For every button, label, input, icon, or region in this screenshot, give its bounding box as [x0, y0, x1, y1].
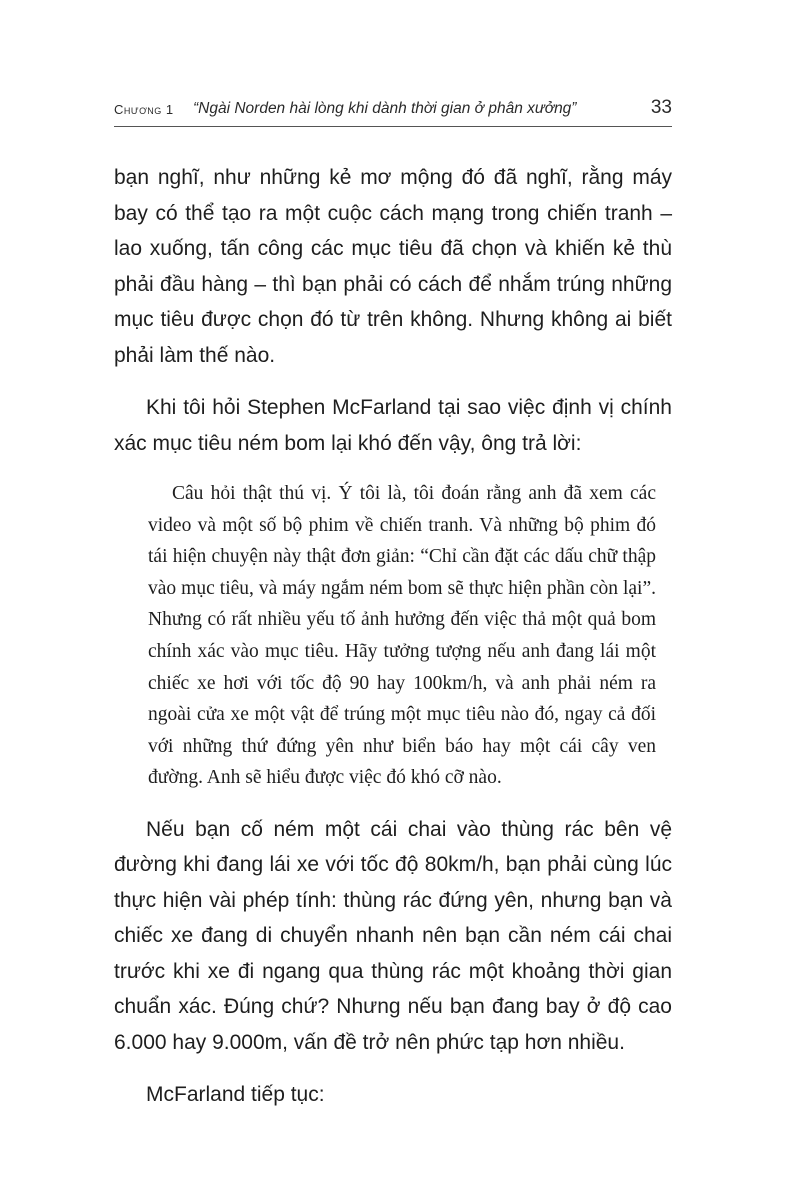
chapter-title: “Ngài Norden hài lòng khi dành thời gian ở phân xưởng” [193, 100, 577, 117]
block-quote: Câu hỏi thật thú vị. Ý tôi là, tôi đoán rằng anh đã xem các video và một số bộ phim về chiến tranh. Và những bộ phim đó tái hiện chuyện này thật đơn giản: “Chỉ cần đặt các dấu chữ thập vào mục tiêu, và máy ngắm ném bom sẽ thực hiện phần còn lại”. Nhưng có rất nhiều yếu tố ảnh hưởng đến việc thả một quả bom chính xác vào mục tiêu. Hãy tưởng tượng nếu anh đang lái một chiếc xe hơi với tốc độ 90 hay 100km/h, và anh phải ném ra ngoài cửa xe một vật để trúng một mục tiêu nào đó, ngay cả đối với những thứ đứng yên như biển báo hay một cái cây ven đường. Anh sẽ hiểu được việc đó khó cỡ nào. [148, 483, 656, 789]
paragraph-mcfarland-continues: McFarland tiếp tục: [146, 1083, 325, 1107]
page-number: 33 [650, 97, 672, 118]
chapter-label: Chương 1 [114, 102, 174, 117]
paragraph-continued: bạn nghĩ, như những kẻ mơ mộng đó đã nghĩ, rằng máy bay có thể tạo ra một cuộc cách mạng trong chiến tranh – lao xuống, tấn công các mục tiêu đã chọn và khiến kẻ thù phải đầu hàng – thì bạn phải có cách để nhắm trúng những mục tiêu được chọn đó từ trên không. Nhưng không ai biết phải làm thế nào. [114, 166, 672, 367]
page-body [114, 160, 672, 1113]
paragraph-mcfarland-question: Khi tôi hỏi Stephen McFarland tại sao việc định vị chính xác mục tiêu ném bom lại khó đến vậy, ông trả lời: [114, 396, 672, 455]
running-header [114, 96, 672, 127]
paragraph-bottle-example: Nếu bạn cố ném một cái chai vào thùng rác bên vệ đường khi đang lái xe với tốc độ 80km/h, bạn phải cùng lúc thực hiện vài phép tính: thùng rác đứng yên, nhưng bạn và chiếc xe đang di chuyển nhanh nên bạn cần ném cái chai trước khi xe đi ngang qua thùng rác một khoảng thời gian chuẩn xác. Đúng chứ? Nhưng nếu bạn đang bay ở độ cao 6.000 hay 9.000m, vấn đề trở nên phức tạp hơn nhiều. [114, 817, 672, 1054]
